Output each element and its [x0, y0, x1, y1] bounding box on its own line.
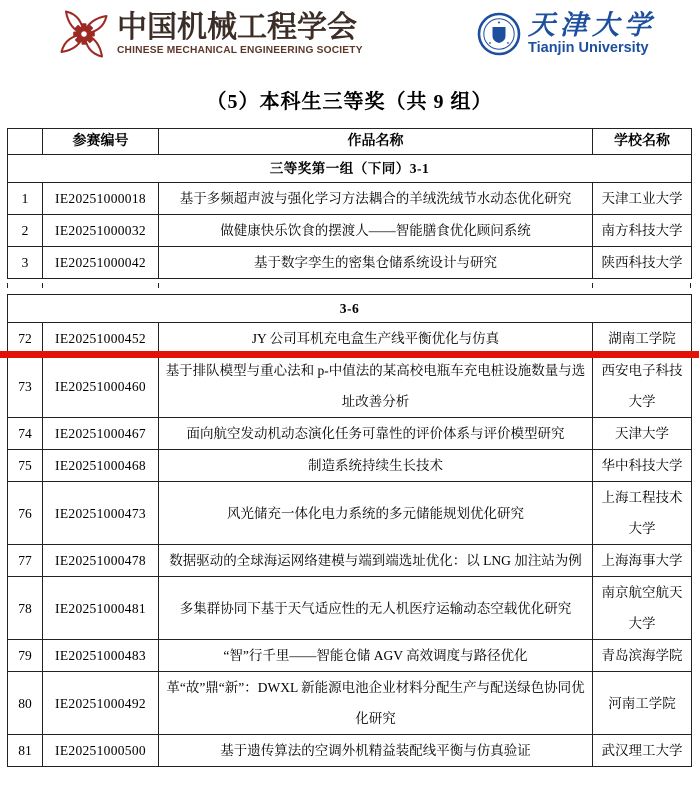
tju-seal-icon — [477, 12, 521, 56]
work-title-cell: 多集群协同下基于天气适应性的无人机医疗运输动态空载优化研究 — [159, 577, 593, 640]
school-name-cell: 陕西科技大学 — [593, 247, 692, 279]
entry-id-cell: IE20251000483 — [43, 640, 159, 672]
table-row — [8, 545, 692, 577]
row-number-cell: 79 — [8, 640, 43, 672]
page-title: （5）本科生三等奖（共 9 组） — [206, 91, 493, 113]
work-title-cell: 面向航空发动机动态演化任务可靠性的评价体系与评价模型研究 — [159, 418, 593, 450]
work-title-cell: 基于遗传算法的空调外机精益装配线平衡与仿真验证 — [159, 735, 593, 767]
awards-table-header — [8, 129, 692, 155]
entry-id-cell: IE20251000460 — [43, 355, 159, 418]
tju-wordmark — [528, 11, 656, 56]
entry-id-cell: IE20251000473 — [43, 482, 159, 545]
table-row — [8, 577, 692, 640]
table-crop-stub — [7, 283, 8, 288]
table-row — [8, 183, 692, 215]
entry-id-cell: IE20251000032 — [43, 215, 159, 247]
group-label: 三等奖第一组（下同）3-1 — [8, 155, 692, 183]
cmes-logo — [56, 7, 363, 61]
work-title-cell: 数据驱动的全球海运网络建模与端到端选址优化：以 LNG 加注站为例 — [159, 545, 593, 577]
cmes-name-cn: 中国机械工程学会 — [117, 11, 357, 44]
cmes-name-en: CHINESE MECHANICAL ENGINEERING SOCIETY — [117, 45, 363, 56]
header-row — [8, 129, 692, 155]
entry-id-cell: IE20251000467 — [43, 418, 159, 450]
column-header-entry-id: 参赛编号 — [43, 129, 159, 155]
entry-id-cell: IE20251000042 — [43, 247, 159, 279]
work-title-cell: 基于多频超声波与强化学习方法耦合的羊绒洗绒节水动态优化研究 — [159, 183, 593, 215]
work-title-cell: 制造系统持续生长技术 — [159, 450, 593, 482]
table-crop-stub — [42, 283, 43, 288]
row-number-cell: 80 — [8, 672, 43, 735]
school-name-cell: 南京航空航天大学 — [593, 577, 692, 640]
group-header-row — [8, 155, 692, 183]
row-number-cell: 74 — [8, 418, 43, 450]
entry-id-cell: IE20251000018 — [43, 183, 159, 215]
table-row — [8, 323, 692, 355]
cmes-wordmark — [117, 12, 363, 56]
school-name-cell: 天津工业大学 — [593, 183, 692, 215]
school-name-cell: 南方科技大学 — [593, 215, 692, 247]
column-header-work-title: 作品名称 — [159, 129, 593, 155]
tju-name-cn: 天津大学 — [528, 10, 656, 40]
work-title-cell: 风光储充一体化电力系统的多元储能规划优化研究 — [159, 482, 593, 545]
work-title-cell: JY 公司耳机充电盒生产线平衡优化与仿真 — [159, 323, 593, 355]
entry-id-cell: IE20251000500 — [43, 735, 159, 767]
table-row — [8, 672, 692, 735]
school-name-cell: 西安电子科技大学 — [593, 355, 692, 418]
work-title-cell: 革“故”鼎“新”：DWXL 新能源电池企业材料分配生产与配送绿色协同优化研究 — [159, 672, 593, 735]
table-row — [8, 215, 692, 247]
awards-table-section-2 — [7, 294, 692, 767]
tju-name-en: Tianjin University — [528, 40, 649, 56]
row-number-cell: 73 — [8, 355, 43, 418]
column-header-index — [8, 129, 43, 155]
school-name-cell: 天津大学 — [593, 418, 692, 450]
school-name-cell: 湖南工学院 — [593, 323, 692, 355]
highlight-underline — [0, 351, 699, 358]
tju-logo — [477, 11, 656, 56]
group-label: 3-6 — [8, 295, 692, 323]
table-row — [8, 482, 692, 545]
table-crop-stub — [690, 283, 691, 288]
column-header-school: 学校名称 — [593, 129, 692, 155]
work-title-cell: 基于数字孪生的密集仓储系统设计与研究 — [159, 247, 593, 279]
row-number-cell: 78 — [8, 577, 43, 640]
cmes-emblem-gear-icon — [56, 7, 112, 61]
awards-table-section-1 — [7, 128, 692, 279]
school-name-cell: 上海工程技术大学 — [593, 482, 692, 545]
row-number-cell: 75 — [8, 450, 43, 482]
table-row — [8, 355, 692, 418]
entry-id-cell: IE20251000478 — [43, 545, 159, 577]
entry-id-cell: IE20251000481 — [43, 577, 159, 640]
row-number-cell: 2 — [8, 215, 43, 247]
school-name-cell: 上海海事大学 — [593, 545, 692, 577]
row-number-cell: 76 — [8, 482, 43, 545]
work-title-cell: 基于排队模型与重心法和 p-中值法的某高校电瓶车充电桩设施数量与选址改善分析 — [159, 355, 593, 418]
table-row — [8, 418, 692, 450]
work-title-cell: “智”行千里——智能仓储 AGV 高效调度与路径优化 — [159, 640, 593, 672]
table-row — [8, 640, 692, 672]
school-name-cell: 河南工学院 — [593, 672, 692, 735]
school-name-cell: 华中科技大学 — [593, 450, 692, 482]
group-header-row — [8, 295, 692, 323]
table-row — [8, 247, 692, 279]
entry-id-cell: IE20251000452 — [43, 323, 159, 355]
work-title-cell: 做健康快乐饮食的摆渡人——智能膳食优化顾问系统 — [159, 215, 593, 247]
row-number-cell: 77 — [8, 545, 43, 577]
table-row — [8, 450, 692, 482]
table-crop-stub — [158, 283, 159, 288]
row-number-cell: 72 — [8, 323, 43, 355]
entry-id-cell: IE20251000468 — [43, 450, 159, 482]
row-number-cell: 81 — [8, 735, 43, 767]
entry-id-cell: IE20251000492 — [43, 672, 159, 735]
table-row — [8, 735, 692, 767]
school-name-cell: 青岛滨海学院 — [593, 640, 692, 672]
school-name-cell: 武汉理工大学 — [593, 735, 692, 767]
row-number-cell: 3 — [8, 247, 43, 279]
row-number-cell: 1 — [8, 183, 43, 215]
table-crop-stub — [592, 283, 593, 288]
